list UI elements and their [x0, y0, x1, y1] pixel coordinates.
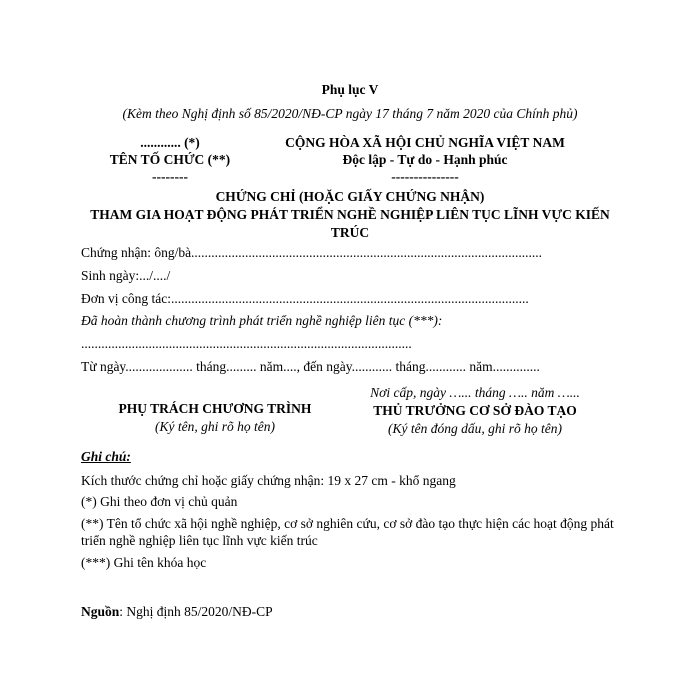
notes-heading: Ghi chú:: [81, 449, 131, 464]
certified-person-field: Chứng nhận: ông/bà........................................................................................................: [81, 245, 543, 260]
training-head-signature: [355, 384, 595, 438]
appendix-title: Phụ lục V: [321, 82, 379, 97]
organization-divider: --------: [152, 169, 188, 184]
period-field: Từ ngày.................... tháng......... năm...., đến ngày............ tháng............ năm..............: [81, 359, 540, 374]
organization-name-placeholder: TÊN TỐ CHỨC (**): [109, 152, 231, 167]
national-divider: ---------------: [391, 169, 459, 184]
note-item: (***) Ghi tên khóa học: [81, 555, 207, 570]
national-header: [275, 134, 575, 185]
training-head-title: THỦ TRƯỞNG CƠ SỞ ĐÀO TẠO: [373, 403, 577, 418]
note-item: (**) Tên tổ chức xã hội nghề nghiệp, cơ sở nghiên cứu, cơ sở đào tạo thực hiện các hoạt động phát triển nghề nghiệp liên tục lĩnh vực kiến trúc: [81, 516, 614, 548]
issue-place-date: Nơi cấp, ngày …... tháng ….. năm …...: [370, 385, 580, 400]
certificate-title-line3: TRÚC: [330, 225, 370, 240]
parent-unit-placeholder: ............ (*): [140, 135, 200, 150]
program-lead-title: PHỤ TRÁCH CHƯƠNG TRÌNH: [118, 401, 312, 416]
source-text: : Nghị định 85/2020/NĐ-CP: [119, 604, 273, 619]
source-line: [81, 604, 273, 620]
source-label: Nguồn: [81, 604, 120, 619]
organization-header: [95, 134, 245, 185]
certificate-title-line2: THAM GIA HOẠT ĐỘNG PHÁT TRIỂN NGHỀ NGHIỆP LIÊN TỤC LĨNH VỰC KIẾN: [90, 207, 610, 222]
workplace-field: Đơn vị công tác:..........................................................................................................: [81, 291, 529, 306]
decree-reference: (Kèm theo Nghị định số 85/2020/NĐ-CP ngày 17 tháng 7 năm 2020 của Chính phủ): [122, 106, 578, 121]
national-name: CỘNG HÒA XÃ HỘI CHỦ NGHĨA VIỆT NAM: [285, 135, 565, 150]
completed-program-field: Đã hoàn thành chương trình phát triển nghề nghiệp liên tục (***):: [81, 313, 443, 328]
national-motto: Độc lập - Tự do - Hạnh phúc: [342, 152, 508, 167]
program-lead-signature: [95, 400, 335, 436]
training-head-note: (Ký tên đóng dấu, ghi rõ họ tên): [388, 421, 562, 436]
note-item: (*) Ghi theo đơn vị chủ quản: [81, 494, 238, 509]
birth-date-field: Sinh ngày:.../..../: [81, 268, 171, 283]
program-lead-note: (Ký tên, ghi rõ họ tên): [155, 419, 275, 434]
note-item: Kích thước chứng chỉ hoặc giấy chứng nhận: 19 x 27 cm - khổ ngang: [81, 473, 456, 488]
program-name-line: ..................................................................................................: [81, 336, 412, 351]
certificate-title-line1: CHỨNG CHỈ (HOẶC GIẤY CHỨNG NHẬN): [215, 189, 485, 204]
certificate-title: [40, 188, 660, 242]
